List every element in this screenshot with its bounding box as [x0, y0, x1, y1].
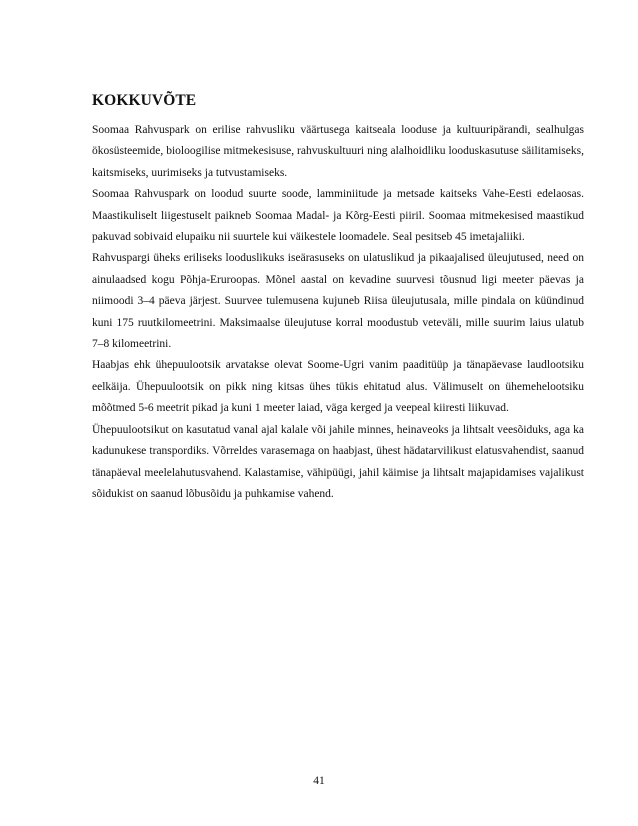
paragraph-2: Soomaa Rahvuspark on loodud suurte soode, lamminiitude ja metsade kaitseks Vahe-Eesti edelaosas. Maastikuliselt liigestuselt paikneb Soomaa Madal- ja Kõrg-Eesti piiril. Soomaa mitmekesised maastikud pakuvad sobivaid elupaiku nii suurtele kui väikestele loomadele. Seal pesitseb 45 imetajaliiki.	[92, 188, 584, 244]
section-title: KOKKUVÕTE	[92, 92, 197, 109]
paragraph-5: Ühepuulootsikut on kasutatud vanal ajal kalale või jahile minnes, heinaveoks ja lihtsalt veesõiduks, aga ka kadunukese transpordiks. Võrreldes varasemaga on haabjast, ühest hädatarvilikust elatusvahendist, saanud tänapäeval meelelahutusvahend. Kalastamise, vähipüügi, jahil käimise ja lihtsalt majapidamises vajalikust sõidukist on saanud lõbusõidu ja puhkamise vahend.	[92, 423, 584, 500]
summary-body	[92, 120, 584, 505]
paragraph-4: Haabjas ehk ühepuulootsik arvatakse olevat Soome-Ugri vanim paaditüüp ja tänapäevase laudlootsiku eelkäija. Ühepuulootsik on pikk ning kitsas ühes tükis ehitatud alus. Välimuselt on ühemehelootsiku mõõtmed 5-6 meetrit pikad ja kuni 1 meeter laiad, väga kerged ja veepeal kiiresti liikuvad.	[92, 359, 584, 415]
paragraph-3: Rahvuspargi üheks eriliseks looduslikuks iseärasuseks on ulatuslikud ja pikaajalised üleujutused, need on ainulaadsed kogu Põhja-Eruroopas. Mõnel aastal on kevadine suurvesi tõusnud ligi meeter päevas ja niimoodi 3–4 päeva järjest. Suurvee tulemusena kujuneb Riisa üleujutusala, mille pindala on küündinud kuni 175 ruutkilomeetrini. Maksimaalse üleujutuse korral moodustub veteväli, mille suurim laius ulatub 7–8 kilomeetrini.	[92, 252, 584, 351]
page-number: 41	[313, 775, 325, 787]
paragraph-1: Soomaa Rahvuspark on erilise rahvusliku väärtusega kaitseala looduse ja kultuuripärandi, sealhulgas ökosüsteemide, bioloogilise mitmekesisuse, rahvuskultuuri ning alalhoidliku looduskasutuse säilitamiseks, kaitsmiseks, uurimiseks ja tutvustamiseks.	[92, 124, 584, 179]
